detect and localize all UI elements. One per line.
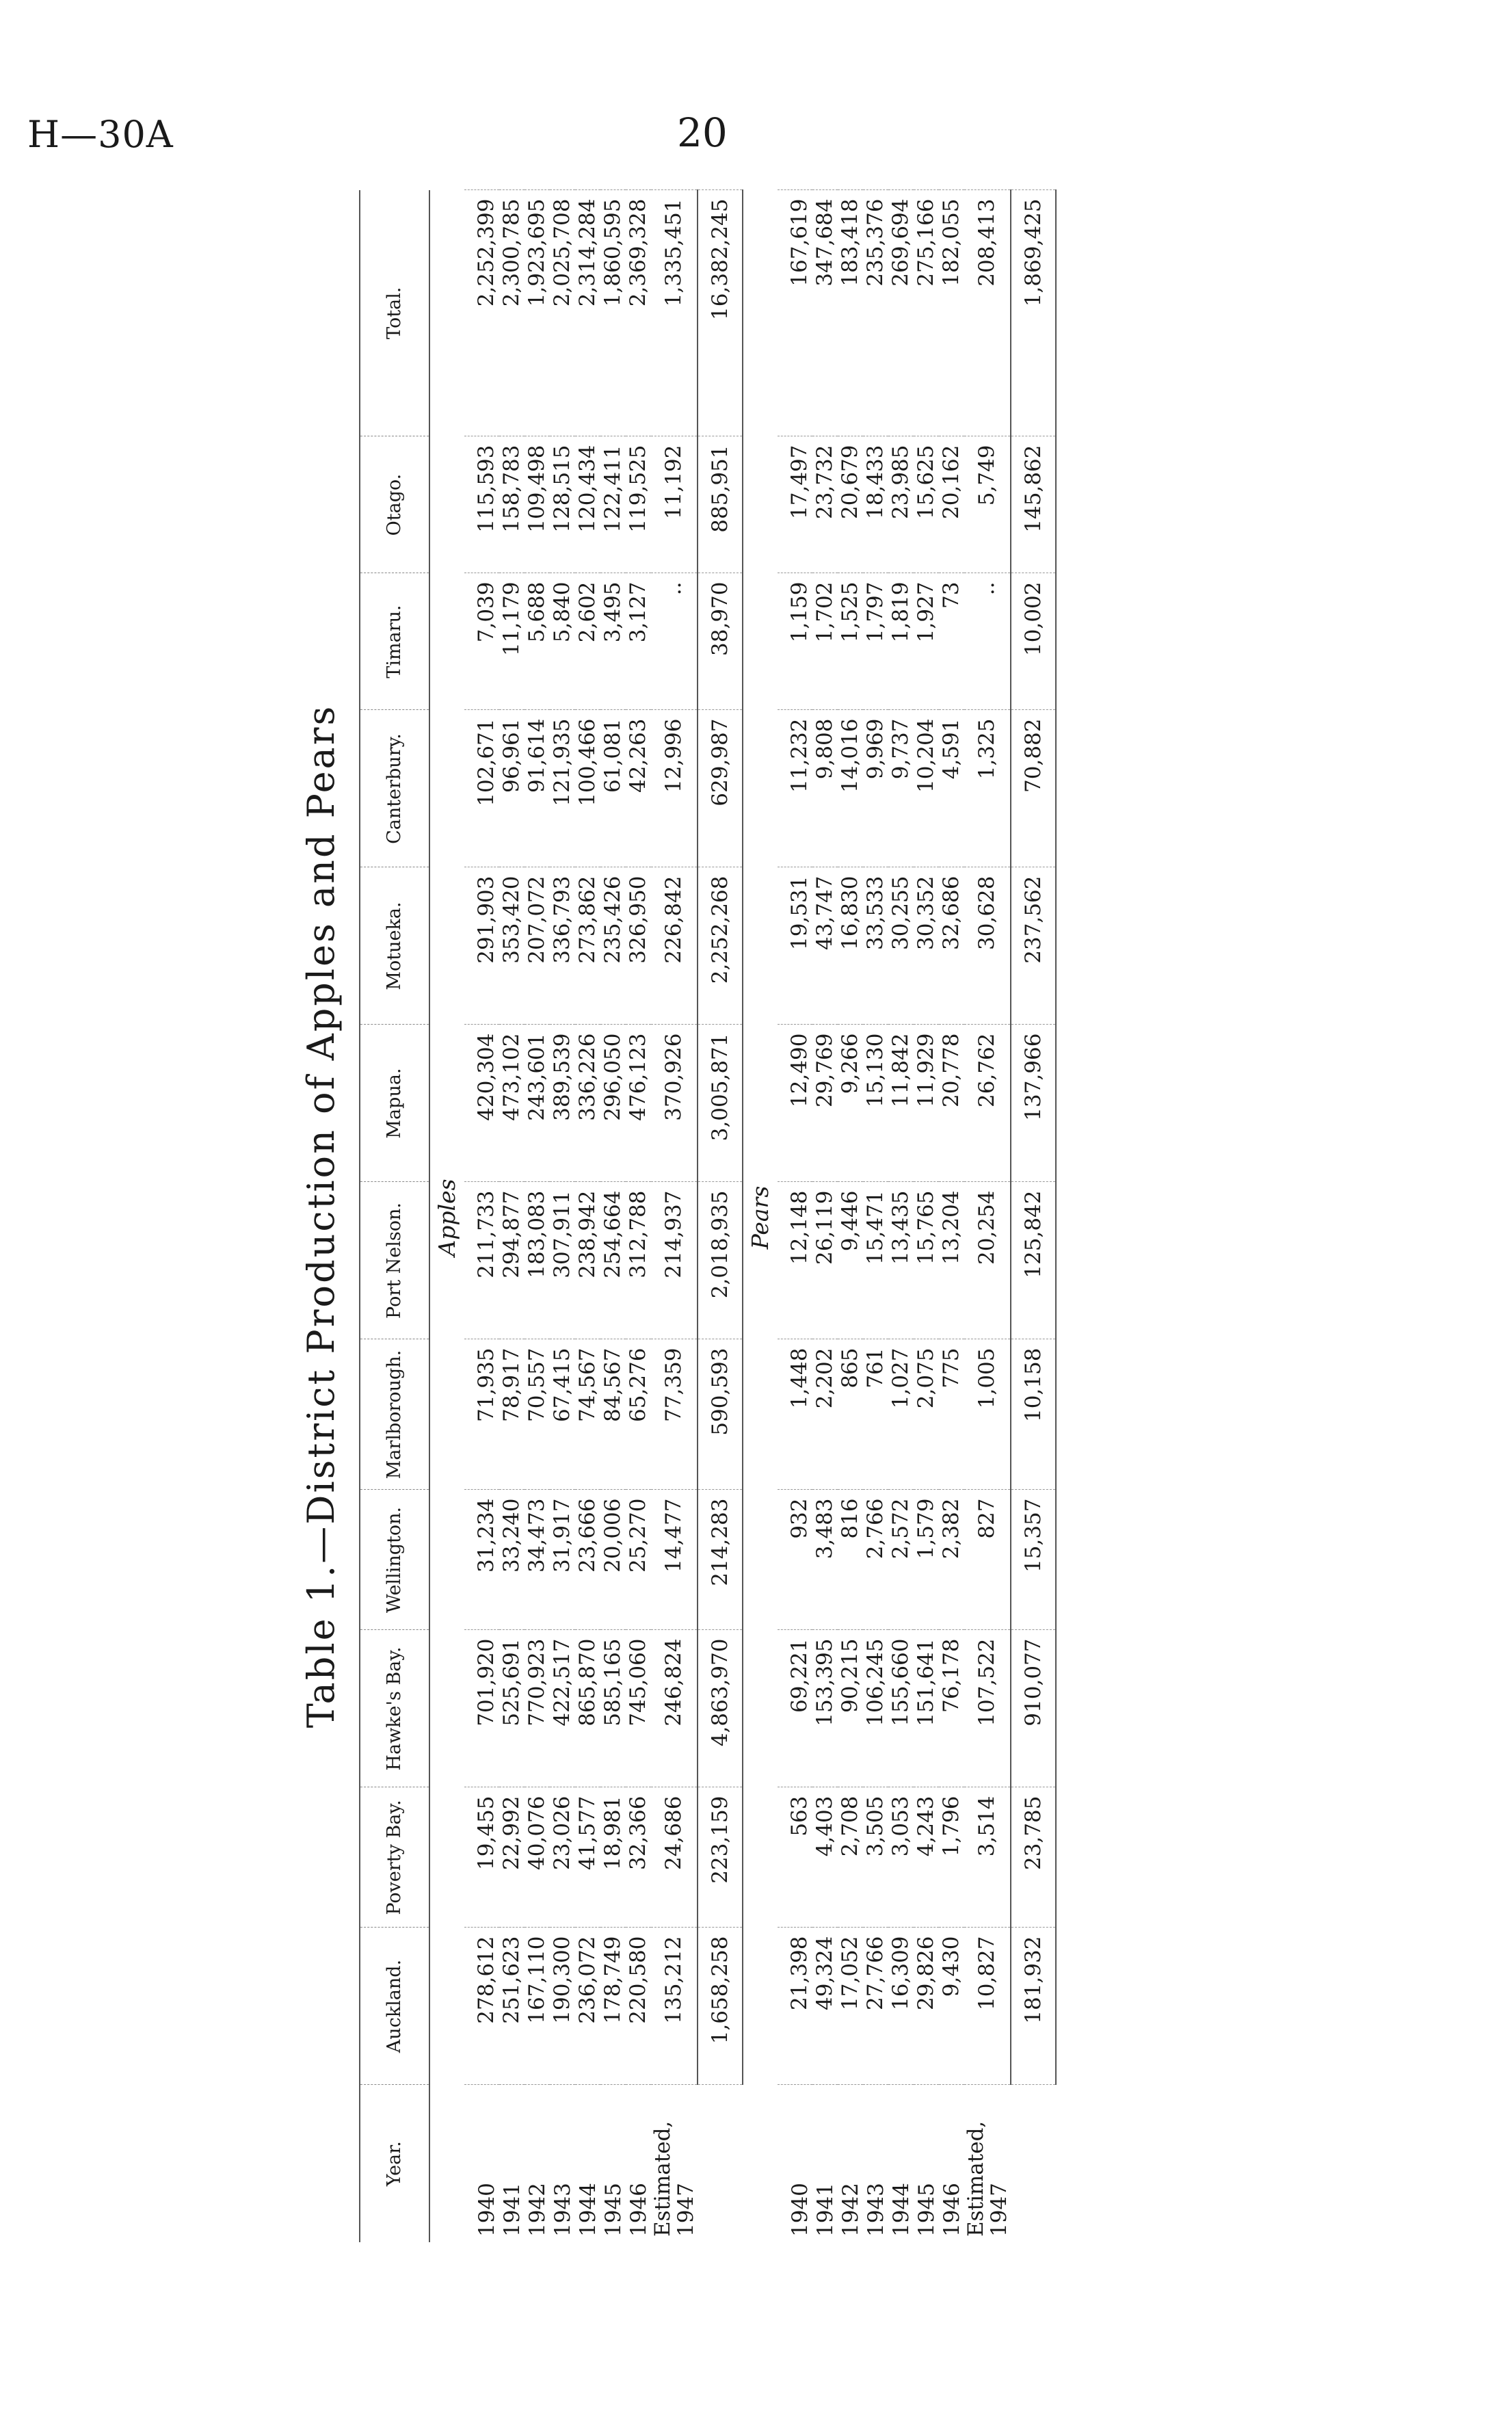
value-cell: 106,245 (863, 1630, 888, 1787)
table-row (888, 190, 914, 2242)
value-cell: 24,686 (651, 1787, 698, 1928)
value-cell: 77,359 (651, 1339, 698, 1490)
value-cell: 29,769 (812, 1025, 838, 1182)
value-cell: 128,515 (550, 436, 575, 573)
value-cell: 389,539 (550, 1025, 575, 1182)
total-cell: 10,158 (1011, 1339, 1056, 1490)
year-cell: 1943 (863, 2183, 888, 2237)
value-cell: 1,525 (838, 573, 863, 710)
table-title: Table 1.—District Production of Apples and Pears (300, 704, 343, 1729)
value-cell: 23,666 (575, 1490, 600, 1630)
year-cell: 1945 (600, 2183, 626, 2237)
production-table (359, 190, 1057, 2243)
value-cell: 107,522 (964, 1630, 1011, 1787)
value-cell: 32,686 (939, 867, 964, 1025)
value-cell: 9,808 (812, 710, 838, 867)
value-cell: 183,083 (525, 1182, 550, 1339)
year-cell: 1941 (812, 2183, 838, 2237)
value-cell: 49,324 (812, 1928, 838, 2085)
value-cell: 96,961 (499, 710, 525, 867)
value-cell: 226,842 (651, 867, 698, 1025)
value-cell: 30,352 (914, 867, 939, 1025)
year-cell: Estimated, 1947 (650, 2120, 698, 2237)
value-cell: 3,495 (600, 573, 626, 710)
table-row (838, 190, 863, 2242)
table-body (429, 190, 1056, 2242)
value-cell: 1,819 (888, 573, 914, 710)
value-cell: 11,179 (499, 573, 525, 710)
value-cell: 4,403 (812, 1787, 838, 1928)
total-cell: 214,283 (698, 1490, 743, 1630)
value-cell: 182,055 (939, 190, 964, 436)
value-cell: 16,830 (838, 867, 863, 1025)
value-cell: 312,788 (626, 1182, 651, 1339)
value-cell: 23,026 (550, 1787, 575, 1928)
table-row (651, 190, 698, 2242)
value-cell: 269,694 (888, 190, 914, 436)
value-cell: 745,060 (626, 1630, 651, 1787)
value-cell: 865,870 (575, 1630, 600, 1787)
value-cell: 11,192 (651, 436, 698, 573)
column-header: Year. (360, 2085, 429, 2242)
total-cell: 23,785 (1011, 1787, 1056, 1928)
value-cell: 273,862 (575, 867, 600, 1025)
value-cell: 121,935 (550, 710, 575, 867)
table-row (914, 190, 939, 2242)
value-cell: 9,446 (838, 1182, 863, 1339)
table-row (939, 190, 964, 2242)
total-label-cell (698, 2085, 743, 2242)
value-cell: 2,025,708 (550, 190, 575, 436)
value-cell: 12,996 (651, 710, 698, 867)
value-cell: 12,148 (778, 1182, 812, 1339)
value-cell: 69,221 (778, 1630, 812, 1787)
value-cell: 18,433 (863, 436, 888, 573)
value-cell: 1,702 (812, 573, 838, 710)
value-cell: 29,826 (914, 1928, 939, 2085)
value-cell: 3,053 (888, 1787, 914, 1928)
column-header: Canterbury. (360, 710, 429, 867)
value-cell: 26,762 (964, 1025, 1011, 1182)
year-cell: 1940 (474, 2183, 499, 2237)
value-cell: 71,935 (464, 1339, 499, 1490)
column-header: Wellington. (360, 1490, 429, 1630)
value-cell: 1,159 (778, 573, 812, 710)
value-cell: 476,123 (626, 1025, 651, 1182)
value-cell: 2,602 (575, 573, 600, 710)
column-header: Poverty Bay. (360, 1787, 429, 1928)
value-cell: 3,505 (863, 1787, 888, 1928)
value-cell: 2,708 (838, 1787, 863, 1928)
value-cell: 5,840 (550, 573, 575, 710)
value-cell: 78,917 (499, 1339, 525, 1490)
value-cell: 701,920 (464, 1630, 499, 1787)
value-cell: 153,395 (812, 1630, 838, 1787)
table-row (600, 190, 626, 2242)
value-cell: 178,749 (600, 1928, 626, 2085)
value-cell: 1,005 (964, 1339, 1011, 1490)
value-cell: 238,942 (575, 1182, 600, 1339)
value-cell: 326,950 (626, 867, 651, 1025)
value-cell: 525,691 (499, 1630, 525, 1787)
value-cell: 2,314,284 (575, 190, 600, 436)
value-cell: 3,483 (812, 1490, 838, 1630)
value-cell: 2,766 (863, 1490, 888, 1630)
value-cell: 23,732 (812, 436, 838, 573)
value-cell: 61,081 (600, 710, 626, 867)
value-cell: 21,398 (778, 1928, 812, 2085)
total-cell: 10,002 (1011, 573, 1056, 710)
value-cell: 102,671 (464, 710, 499, 867)
value-cell: 109,498 (525, 436, 550, 573)
value-cell: 3,514 (964, 1787, 1011, 1928)
value-cell: 9,430 (939, 1928, 964, 2085)
value-cell: 5,688 (525, 573, 550, 710)
value-cell: 20,679 (838, 436, 863, 573)
value-cell: 40,076 (525, 1787, 550, 1928)
value-cell: 12,490 (778, 1025, 812, 1182)
value-cell: 236,072 (575, 1928, 600, 2085)
pears-section-label-row (743, 190, 778, 2242)
value-cell: 30,628 (964, 867, 1011, 1025)
value-cell: 2,075 (914, 1339, 939, 1490)
value-cell: 23,985 (888, 436, 914, 573)
value-cell: 2,369,328 (626, 190, 651, 436)
value-cell: 9,737 (888, 710, 914, 867)
value-cell: 4,591 (939, 710, 964, 867)
value-cell: 20,778 (939, 1025, 964, 1182)
total-cell: 910,077 (1011, 1630, 1056, 1787)
value-cell: 22,992 (499, 1787, 525, 1928)
value-cell: 1,325 (964, 710, 1011, 867)
table-row (550, 190, 575, 2242)
year-cell: 1942 (525, 2183, 550, 2237)
value-cell: 4,243 (914, 1787, 939, 1928)
total-cell: 1,869,425 (1011, 190, 1056, 436)
value-cell: 275,166 (914, 190, 939, 436)
value-cell: 17,052 (838, 1928, 863, 2085)
value-cell: 220,580 (626, 1928, 651, 2085)
table-row (464, 190, 499, 2242)
value-cell: 10,827 (964, 1928, 1011, 2085)
value-cell: 254,664 (600, 1182, 626, 1339)
column-header: Auckland. (360, 1928, 429, 2085)
total-cell: 1,658,258 (698, 1928, 743, 2085)
table-row (525, 190, 550, 2242)
value-cell: 27,766 (863, 1928, 888, 2085)
year-cell: 1941 (499, 2183, 525, 2237)
value-cell: 235,376 (863, 190, 888, 436)
table-header-row (360, 190, 429, 2242)
column-header: Mapua. (360, 1025, 429, 1182)
total-cell: 2,252,268 (698, 867, 743, 1025)
value-cell: 135,212 (651, 1928, 698, 2085)
page-number: 20 (677, 109, 728, 156)
value-cell: 2,572 (888, 1490, 914, 1630)
value-cell: 167,110 (525, 1928, 550, 2085)
value-cell: 100,466 (575, 710, 600, 867)
page-identifier: H—30A (27, 113, 174, 156)
value-cell: 183,418 (838, 190, 863, 436)
value-cell: 11,929 (914, 1025, 939, 1182)
value-cell: 16,309 (888, 1928, 914, 2085)
value-cell: 19,455 (464, 1787, 499, 1928)
value-cell: 151,641 (914, 1630, 939, 1787)
value-cell: 42,263 (626, 710, 651, 867)
value-cell: 41,577 (575, 1787, 600, 1928)
value-cell: 563 (778, 1787, 812, 1928)
value-cell: 9,266 (838, 1025, 863, 1182)
value-cell: 20,162 (939, 436, 964, 573)
value-cell: 1,027 (888, 1339, 914, 1490)
value-cell: 32,366 (626, 1787, 651, 1928)
value-cell: .. (964, 573, 1011, 710)
value-cell: 43,747 (812, 867, 838, 1025)
value-cell: 932 (778, 1490, 812, 1630)
value-cell: 9,969 (863, 710, 888, 867)
value-cell: 18,981 (600, 1787, 626, 1928)
value-cell: 73 (939, 573, 964, 710)
year-cell: 1943 (550, 2183, 575, 2237)
value-cell: 422,517 (550, 1630, 575, 1787)
total-cell: 223,159 (698, 1787, 743, 1928)
value-cell: 2,202 (812, 1339, 838, 1490)
value-cell: 65,276 (626, 1339, 651, 1490)
value-cell: 3,127 (626, 573, 651, 710)
value-cell: 155,660 (888, 1630, 914, 1787)
value-cell: 34,473 (525, 1490, 550, 1630)
value-cell: 1,335,451 (651, 190, 698, 436)
value-cell: 15,625 (914, 436, 939, 573)
value-cell: 10,204 (914, 710, 939, 867)
value-cell: 67,415 (550, 1339, 575, 1490)
table-row (964, 190, 1011, 2242)
total-cell: 16,382,245 (698, 190, 743, 436)
column-header: Hawke's Bay. (360, 1630, 429, 1787)
value-cell: .. (651, 573, 698, 710)
value-cell: 31,917 (550, 1490, 575, 1630)
year-cell: 1940 (787, 2183, 812, 2237)
value-cell: 296,050 (600, 1025, 626, 1182)
value-cell: 336,793 (550, 867, 575, 1025)
total-cell: 125,842 (1011, 1182, 1056, 1339)
value-cell: 208,413 (964, 190, 1011, 436)
value-cell: 33,533 (863, 867, 888, 1025)
value-cell: 11,842 (888, 1025, 914, 1182)
value-cell: 13,204 (939, 1182, 964, 1339)
value-cell: 235,426 (600, 867, 626, 1025)
value-cell: 167,619 (778, 190, 812, 436)
value-cell: 761 (863, 1339, 888, 1490)
value-cell: 1,448 (778, 1339, 812, 1490)
column-header: Total. (360, 190, 429, 436)
value-cell: 25,270 (626, 1490, 651, 1630)
value-cell: 1,796 (939, 1787, 964, 1928)
value-cell: 347,684 (812, 190, 838, 436)
total-cell: 4,863,970 (698, 1630, 743, 1787)
value-cell: 115,593 (464, 436, 499, 573)
year-cell: 1944 (888, 2183, 914, 2237)
value-cell: 14,016 (838, 710, 863, 867)
total-cell: 181,932 (1011, 1928, 1056, 2085)
value-cell: 31,234 (464, 1490, 499, 1630)
total-cell: 629,987 (698, 710, 743, 867)
pears-total-row (1011, 190, 1056, 2242)
value-cell: 370,926 (651, 1025, 698, 1182)
value-cell: 11,232 (778, 710, 812, 867)
total-cell: 70,882 (1011, 710, 1056, 867)
value-cell: 119,525 (626, 436, 651, 573)
value-cell: 20,254 (964, 1182, 1011, 1339)
table-row (812, 190, 838, 2242)
total-cell: 38,970 (698, 573, 743, 710)
value-cell: 207,072 (525, 867, 550, 1025)
value-cell: 246,824 (651, 1630, 698, 1787)
value-cell: 30,255 (888, 867, 914, 1025)
value-cell: 291,903 (464, 867, 499, 1025)
value-cell: 7,039 (464, 573, 499, 710)
value-cell: 1,923,695 (525, 190, 550, 436)
value-cell: 585,165 (600, 1630, 626, 1787)
section-label: Apples (434, 1179, 460, 1257)
column-header: Marlborough. (360, 1339, 429, 1490)
value-cell: 84,567 (600, 1339, 626, 1490)
value-cell: 336,226 (575, 1025, 600, 1182)
value-cell: 2,252,399 (464, 190, 499, 436)
year-cell: Estimated, 1947 (964, 2120, 1011, 2237)
value-cell: 190,300 (550, 1928, 575, 2085)
value-cell: 865 (838, 1339, 863, 1490)
value-cell: 1,579 (914, 1490, 939, 1630)
value-cell: 15,765 (914, 1182, 939, 1339)
value-cell: 91,614 (525, 710, 550, 867)
value-cell: 33,240 (499, 1490, 525, 1630)
total-label-cell (1011, 2085, 1056, 2242)
value-cell: 74,567 (575, 1339, 600, 1490)
value-cell: 770,923 (525, 1630, 550, 1787)
year-cell: 1942 (838, 2183, 863, 2237)
value-cell: 122,411 (600, 436, 626, 573)
value-cell: 13,435 (888, 1182, 914, 1339)
value-cell: 26,119 (812, 1182, 838, 1339)
table-row (575, 190, 600, 2242)
value-cell: 211,733 (464, 1182, 499, 1339)
value-cell: 120,434 (575, 436, 600, 573)
value-cell: 2,382 (939, 1490, 964, 1630)
total-cell: 2,018,935 (698, 1182, 743, 1339)
column-header: Timaru. (360, 573, 429, 710)
value-cell: 243,601 (525, 1025, 550, 1182)
value-cell: 827 (964, 1490, 1011, 1630)
year-cell: 1946 (626, 2183, 651, 2237)
value-cell: 76,178 (939, 1630, 964, 1787)
value-cell: 214,937 (651, 1182, 698, 1339)
section-label: Pears (747, 1185, 773, 1250)
value-cell: 5,749 (964, 436, 1011, 573)
total-cell: 590,593 (698, 1339, 743, 1490)
apples-total-row (698, 190, 743, 2242)
rotated-table-frame (294, 190, 1101, 2242)
column-header: Otago. (360, 436, 429, 573)
value-cell: 353,420 (499, 867, 525, 1025)
value-cell: 278,612 (464, 1928, 499, 2085)
value-cell: 14,477 (651, 1490, 698, 1630)
value-cell: 1,860,595 (600, 190, 626, 436)
value-cell: 158,783 (499, 436, 525, 573)
total-cell: 885,951 (698, 436, 743, 573)
year-cell: 1946 (939, 2183, 964, 2237)
year-cell: 1944 (575, 2183, 600, 2237)
value-cell: 420,304 (464, 1025, 499, 1182)
total-cell: 145,862 (1011, 436, 1056, 573)
value-cell: 20,006 (600, 1490, 626, 1630)
column-header: Port Nelson. (360, 1182, 429, 1339)
table-row (863, 190, 888, 2242)
value-cell: 294,877 (499, 1182, 525, 1339)
value-cell: 90,215 (838, 1630, 863, 1787)
year-cell: 1945 (914, 2183, 939, 2237)
value-cell: 17,497 (778, 436, 812, 573)
value-cell: 1,927 (914, 573, 939, 710)
value-cell: 775 (939, 1339, 964, 1490)
value-cell: 816 (838, 1490, 863, 1630)
total-cell: 137,966 (1011, 1025, 1056, 1182)
table-row (778, 190, 812, 2242)
value-cell: 2,300,785 (499, 190, 525, 436)
value-cell: 251,623 (499, 1928, 525, 2085)
column-header: Motueka. (360, 867, 429, 1025)
table-row (626, 190, 651, 2242)
value-cell: 70,557 (525, 1339, 550, 1490)
value-cell: 19,531 (778, 867, 812, 1025)
value-cell: 307,911 (550, 1182, 575, 1339)
table-row (499, 190, 525, 2242)
value-cell: 473,102 (499, 1025, 525, 1182)
total-cell: 15,357 (1011, 1490, 1056, 1630)
total-cell: 237,562 (1011, 867, 1056, 1025)
value-cell: 15,471 (863, 1182, 888, 1339)
apples-section-label-row (429, 190, 464, 2242)
total-cell: 3,005,871 (698, 1025, 743, 1182)
value-cell: 15,130 (863, 1025, 888, 1182)
value-cell: 1,797 (863, 573, 888, 710)
